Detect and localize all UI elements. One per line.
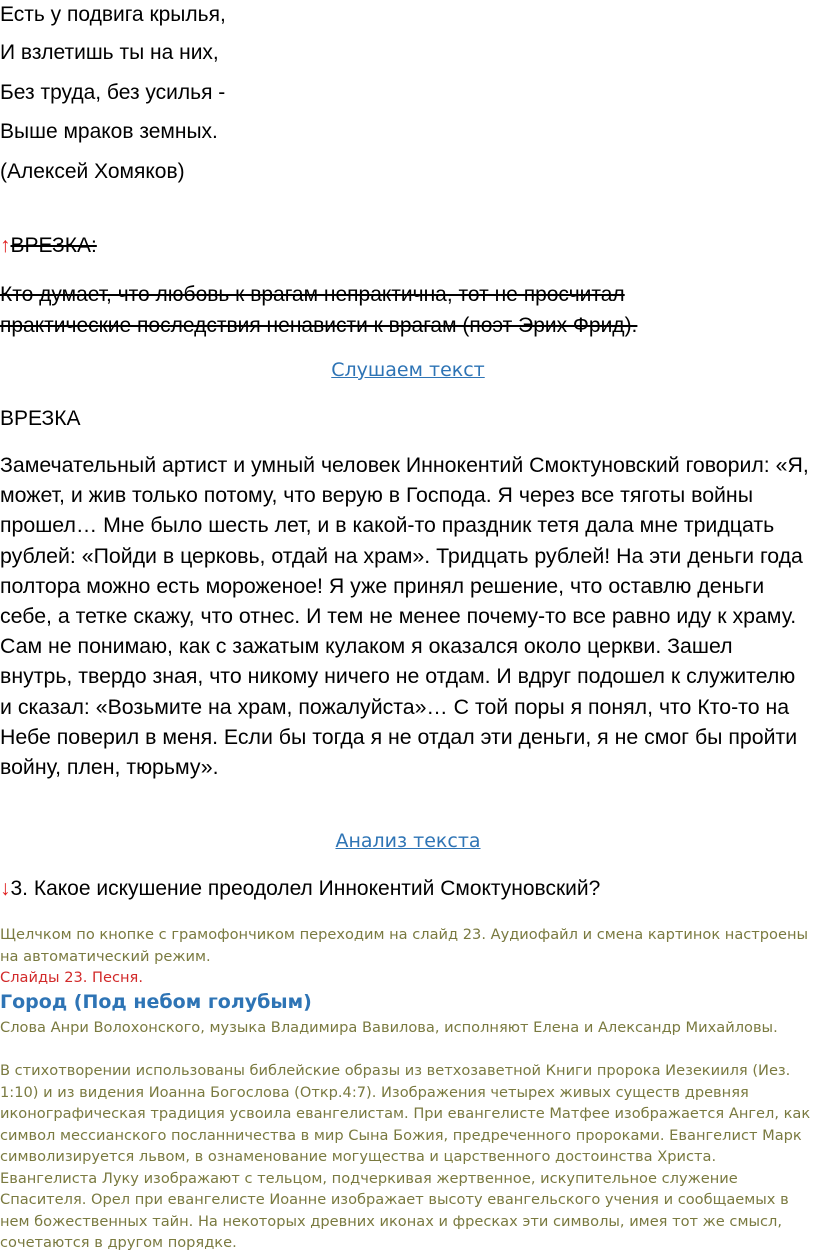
struck-quote-line-1: Кто думает, что любовь к врагам непрактична, тот не просчитал (0, 283, 625, 306)
arrow-up-icon: ↑ (0, 234, 11, 257)
song-title: Город (Под небом голубым) (0, 991, 312, 1013)
vrezka-heading: ВРЕЗКА (0, 407, 81, 430)
poem-line-2: И взлетишь ты на них, (0, 41, 219, 64)
story-paragraph: Замечательный артист и умный человек Иннокентий Смоктуновский говорил: «Я, может, и жив только потому, что верую в Господа. Я через все тяготы войны прошел… Мне было шесть лет, и в какой-то праздник тетя дала мне тридцать рублей: «Пойди в церковь, отдай на храм». Тридцать рублей! На эти деньги года полтора можно есть мороженое! Я уже принял решение, что оставлю деньги себе, а тетке скажу, что отнес. И тем не менее почему-то все равно иду к храму. Сам не понимаю, как с зажатым кулаком я оказался около церкви. Зашел внутрь, твердо зная, что никому ничего не отдам. И вдруг подошел к служителю и сказал: «Возьмите на храм, пожалуйста»… С той поры я понял, что Кто-то на Небе поверил в меня. Если бы тогда я не отдал эти деньги, я не смог бы пройти войну, плен, тюрьму». (0, 453, 809, 780)
poem-author: (Алексей Хомяков) (0, 160, 185, 183)
song-credits: Слова Анри Волохонского, музыка Владимира Вавилова, исполняют Елена и Александр Михайловы. (0, 1019, 778, 1036)
listen-text-link[interactable]: Слушаем текст (331, 359, 485, 381)
poem-line-1: Есть у подвига крылья, (0, 3, 226, 26)
poem-line-4: Выше мраков земных. (0, 120, 218, 143)
question-row (0, 876, 600, 902)
struck-heading-row (0, 233, 97, 259)
poem-line-3: Без труда, без усилья - (0, 81, 226, 104)
struck-quote-line-2: практические последствия ненависти к врагам (поэт Эрих Фрид). (0, 314, 638, 337)
struck-heading: ВРЕЗКА: (10, 234, 97, 257)
instruction-note: Щелчком по кнопке с грамофончиком переходим на слайд 23. Аудиофайл и смена картинок настроены на автоматический режим. (0, 926, 809, 965)
analysis-text-link[interactable]: Анализ текста (335, 830, 481, 852)
arrow-down-icon: ↓ (0, 877, 11, 900)
question-text: 3. Какое искушение преодолел Иннокентий Смоктуновский? (10, 877, 601, 900)
commentary-paragraph: В стихотворении использованы библейские образы из ветхозаветной Книги пророка Иезекииля (Иез. 1:10) и из видения Иоанна Богослова (Откр.4:7). Изображения четырех живых существ древняя иконографическая традиция усвоила евангелистам. При евангелисте Матфее изображается Ангел, как символ мессианского посланничества в мир Сына Божия, предреченного пророками. Евангелист Марк символизируется львом, в ознаменование могущества и царственного достоинства Христа. Евангелиста Луку изображают с тельцом, подчеркивая жертвенное, искупительное служение Спасителя. Орел при евангелисте Иоанне изображает высоту евангельского учения и сообщаемых в нем божественных тайн. На некоторых древних иконах и фресках эти символы, имея тот же смысл, сочетаются в другом порядке. (0, 1062, 811, 1251)
slides-note: Слайды 23. Песня. (0, 969, 143, 986)
